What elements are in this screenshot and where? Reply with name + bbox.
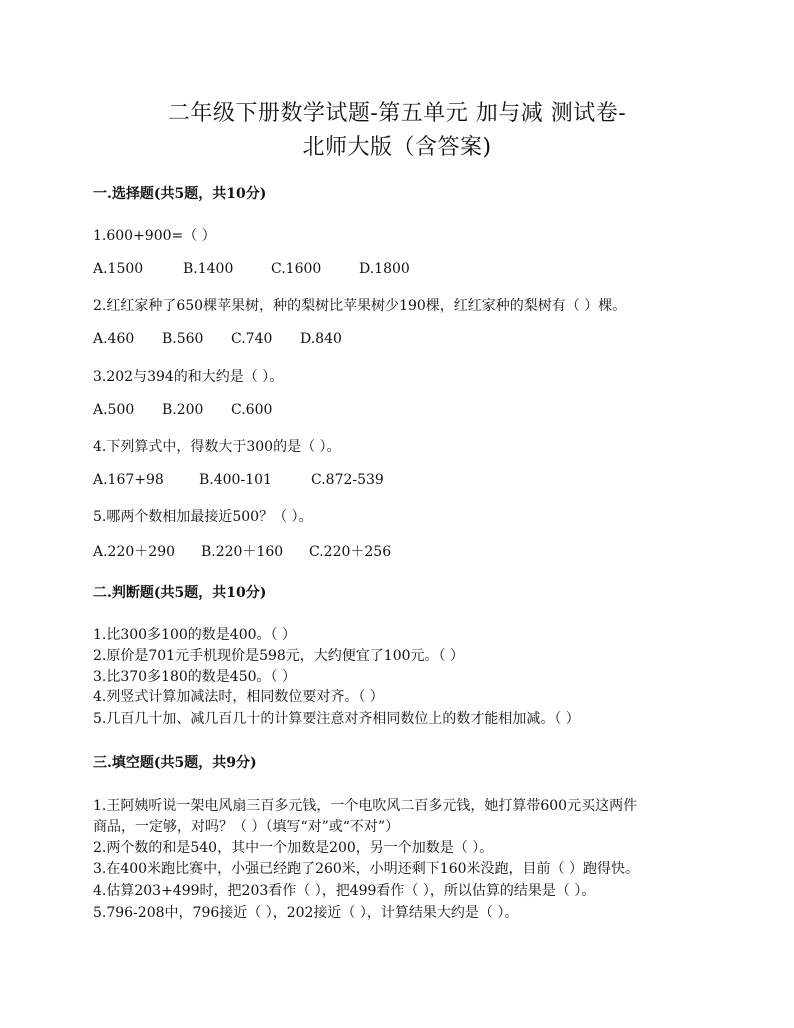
question-4: 4.下列算式中，得数大于300的是（ ）。 [93,439,341,455]
judge-item-3: 3.比370多180的数是450。（ ） [93,669,296,685]
option: A.500 [93,402,135,418]
fill-item-5: 5.796-208中，796接近（ ），202接近（ ），计算结果大约是（ ）。 [93,905,519,921]
fill-item-4: 4.估算203+499时，把203看作（ ），把499看作（ ），所以估算的结果是（ ）。 [93,883,596,899]
question-3: 3.202与394的和大约是（ ）。 [93,369,284,385]
option: B.200 [162,402,204,418]
question-5-options [93,541,391,561]
judge-item-4: 4.列竖式计算加减法时，相同数位要对齐。（ ） [93,689,384,705]
fill-item-1: 1.王阿姨听说一架电风扇三百多元钱，一个电吹风二百多元钱，她打算带600元买这两件 [93,798,638,814]
option: D.1800 [359,261,410,277]
option: C.740 [231,331,273,347]
question-1-options [93,261,410,277]
option: A.167+98 [93,472,164,488]
fill-item-1-cont: 商品，一定够，对吗？（ ）（填写“对”或“不对”） [93,819,400,835]
question-1: 1.600+900=（ ） [93,228,216,244]
section-heading-choice: 一.选择题(共5题，共10分) [93,186,267,202]
question-2-options [93,331,342,347]
question-4-options [93,472,384,488]
option: C.872-539 [311,472,384,488]
option: C.1600 [271,261,322,277]
question-2: 2.红红家种了650棵苹果树，种的梨树比苹果树少190棵，红红家种的梨树有（ ）棵。 [93,298,627,314]
judge-item-1: 1.比300多100的数是400。（ ） [93,627,296,643]
fill-item-2: 2.两个数的和是540，其中一个加数是200，另一个加数是（ ）。 [93,840,494,856]
judge-item-5: 5.几百几十加、减几百几十的计算要注意对齐相同数位上的数才能相加减。（ ） [93,711,580,727]
option: D.840 [300,331,342,347]
fill-item-3: 3.在400米跑比赛中，小强已经跑了260米，小明还剩下160米没跑，目前（ ）跑得快。 [93,861,639,877]
page-title-line2: 北师大版（含答案) [302,135,492,160]
option: A.1500 [93,261,144,277]
option: B.220＋160 [201,544,284,560]
option: B.1400 [183,261,234,277]
option: C.220＋256 [309,544,392,560]
section-heading-fill: 三.填空题(共5题，共9分) [93,755,257,771]
option: A.220＋290 [93,544,176,560]
option: C.600 [231,402,273,418]
page-title-line1: 二年级下册数学试题-第五单元 加与减 测试卷- [167,101,627,126]
question-3-options [93,402,272,418]
option: B.560 [162,331,204,347]
judge-item-2: 2.原价是701元手机现价是598元，大约便宜了100元。（ ） [93,648,464,664]
option: B.400-101 [199,472,272,488]
section-heading-judge: 二.判断题(共5题，共10分) [93,585,267,601]
option: A.460 [93,331,135,347]
question-5: 5.哪两个数相加最接近500？（ ）。 [93,509,313,525]
